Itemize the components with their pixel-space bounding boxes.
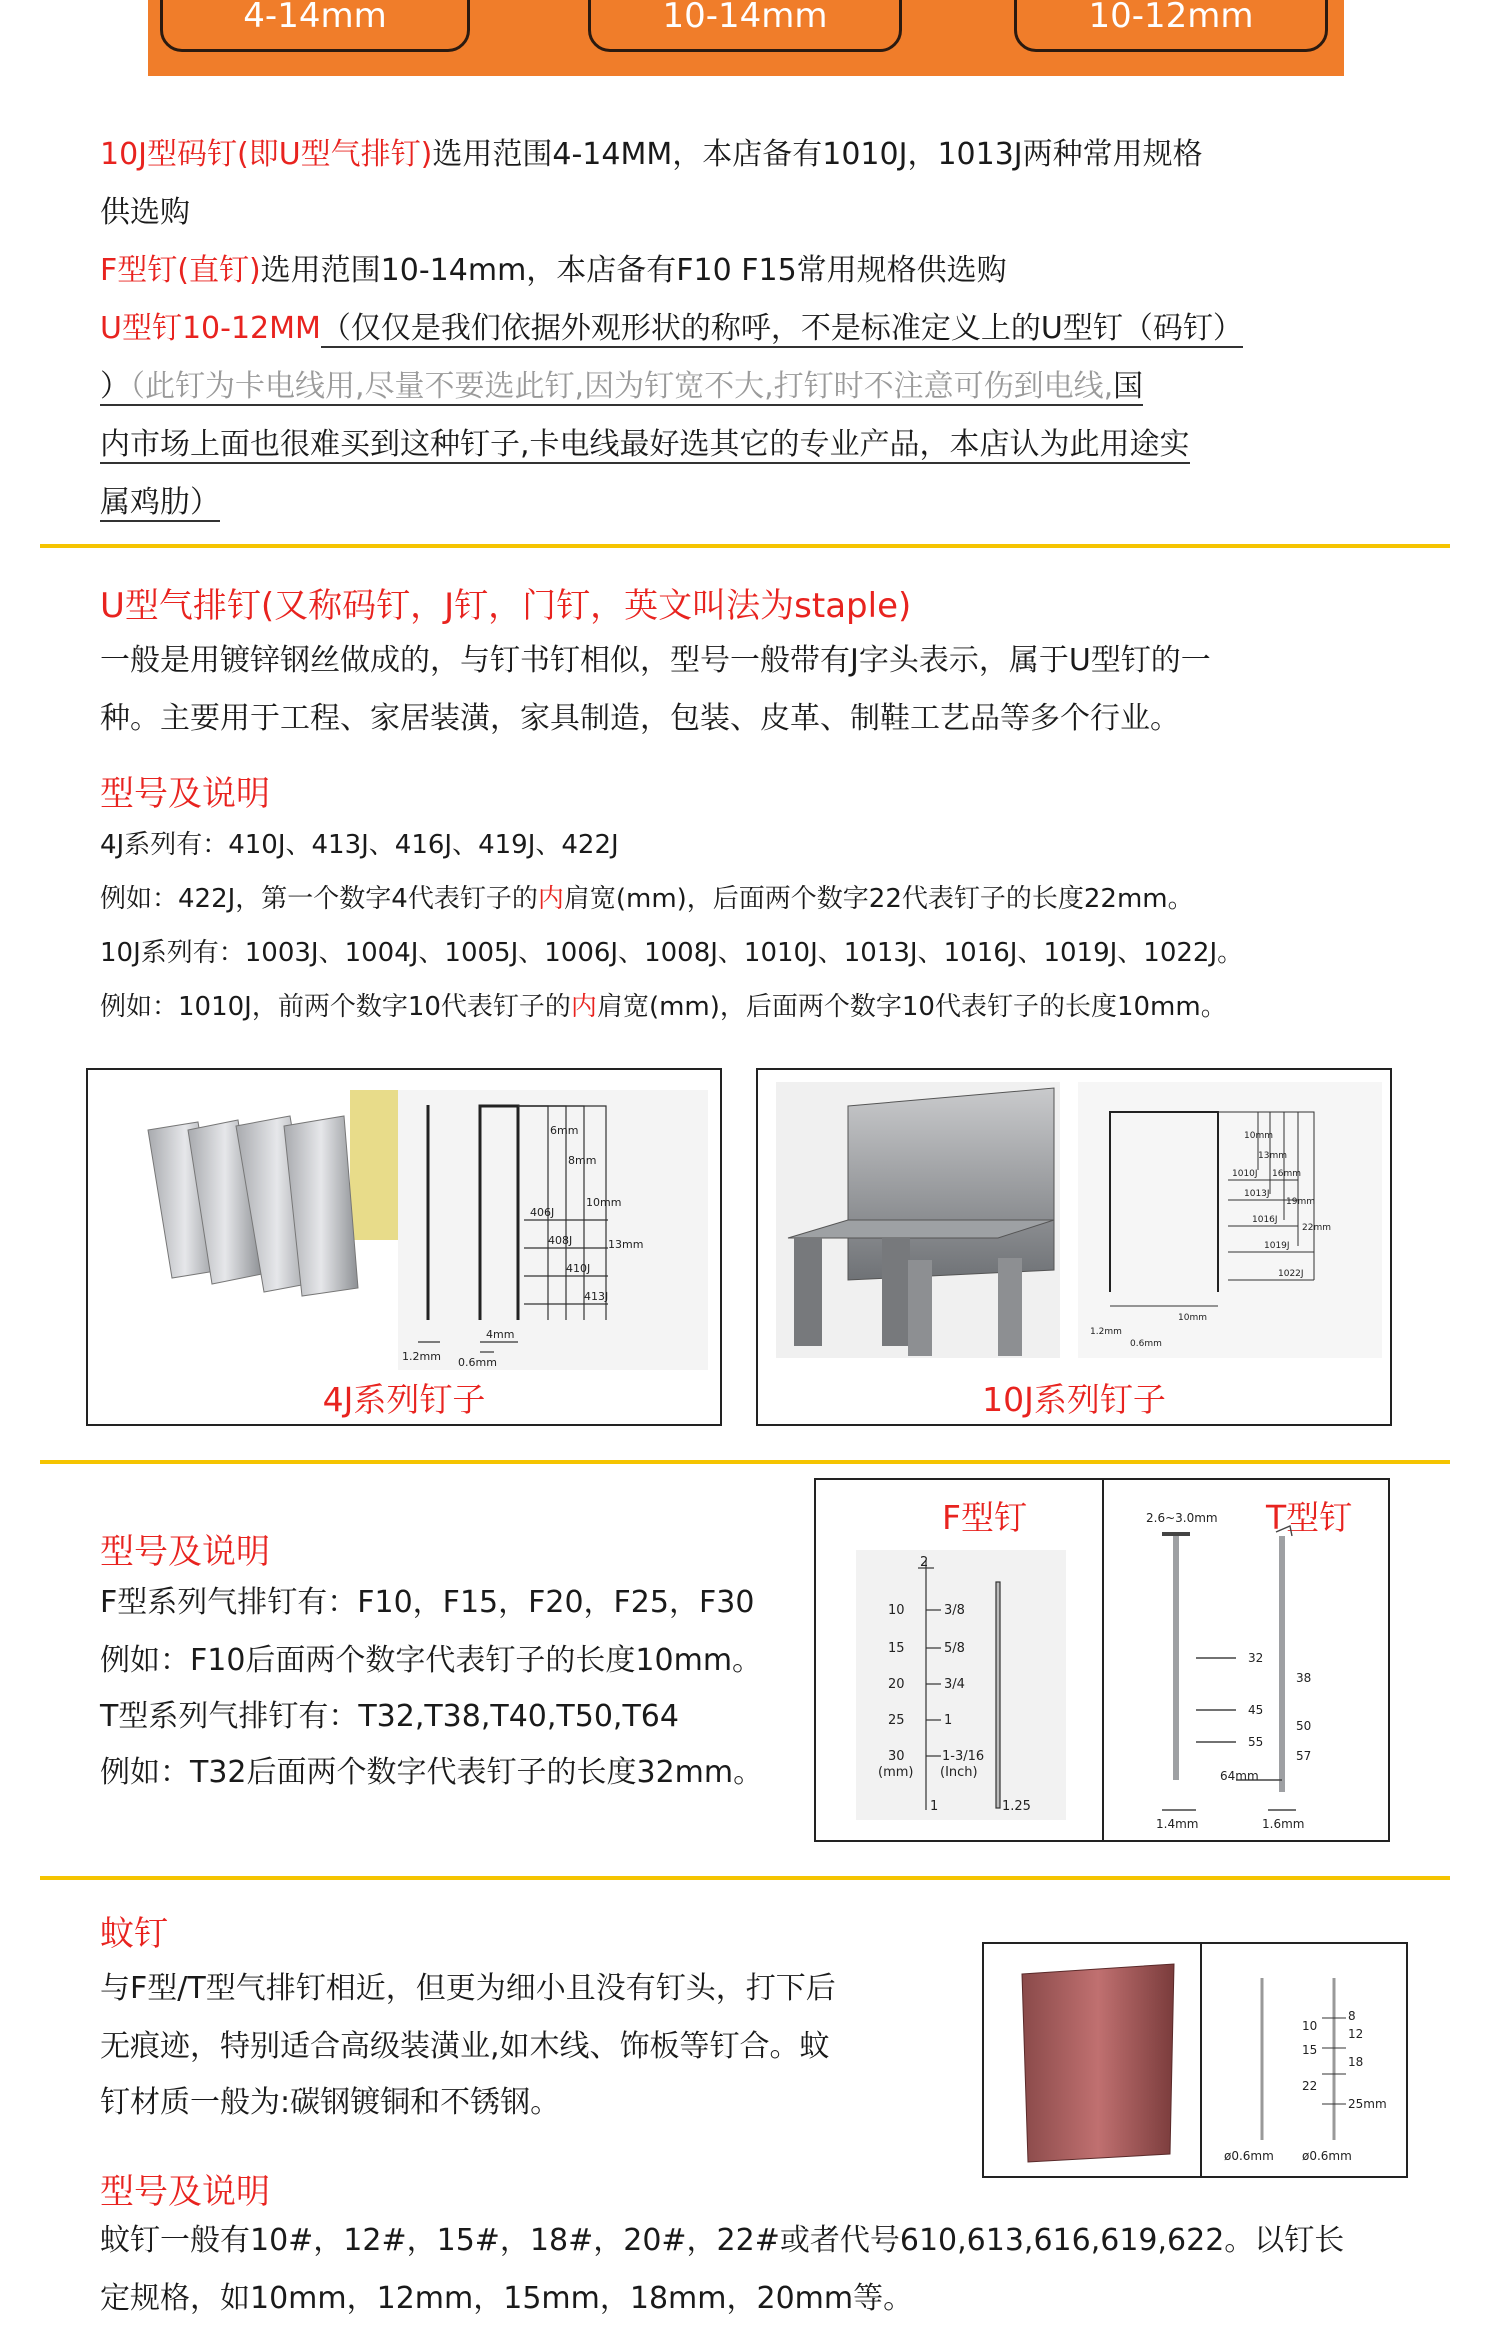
fig1-label-408j: 408J bbox=[548, 1234, 573, 1247]
f-t-nails-drawing bbox=[816, 1480, 1388, 1840]
ft-t-series: T型系列气排钉有：T32,T38,T40,T50,T64 bbox=[100, 1699, 679, 1734]
u-10j-series: 10J系列有：1003J、1004J、1005J、1006J、1008J、1010J、1013J、1016J、1019J、1022J。 bbox=[100, 938, 1244, 968]
intro-l7: 属鸡肋） bbox=[100, 485, 220, 520]
intro-line-5 bbox=[100, 358, 1143, 416]
t-label-55: 55 bbox=[1248, 1735, 1264, 1749]
mosquito-spec-2: 定规格，如10mm，12mm，15mm，18mm，20mm等。 bbox=[100, 2281, 914, 2316]
fig2-label-1019j: 1019J bbox=[1264, 1241, 1290, 1251]
t-label-1-6mm: 1.6mm bbox=[1262, 1817, 1305, 1831]
f-label-inch: (Inch) bbox=[940, 1765, 978, 1780]
intro-l6: 内市场上面也很难买到这种钉子,卡电线最好选其它的专业产品，本店认为此用途实 bbox=[100, 427, 1190, 462]
ft-f-series: F型系列气排钉有：F10，F15，F20，F25，F30 bbox=[100, 1585, 755, 1620]
mos-label-22: 22 bbox=[1302, 2079, 1318, 2093]
intro-line-1 bbox=[100, 126, 1203, 184]
ft-f-example: 例如：F10后面两个数字代表钉子的长度10mm。 bbox=[100, 1643, 763, 1678]
size-pill-10-12: 10-12mm bbox=[1014, 0, 1328, 52]
f-label-25: 25 bbox=[888, 1713, 905, 1728]
fig2-label-1-2mm: 1.2mm bbox=[1090, 1327, 1122, 1337]
intro-line-7 bbox=[100, 474, 220, 532]
u-r2-red: 内 bbox=[537, 884, 564, 914]
f-nail-title: F型钉 bbox=[942, 1498, 1027, 1537]
fig2-label-16mm: 16mm bbox=[1272, 1169, 1301, 1179]
fig1-label-413j: 413J bbox=[584, 1290, 609, 1303]
figure-4j bbox=[86, 1068, 722, 1426]
intro-10j-label: 10J型码钉(即U型气排钉) bbox=[100, 137, 433, 172]
intro-l5-b: 国 bbox=[1113, 369, 1144, 404]
u-r2-b: 肩宽(mm)，后面两个数字22代表钉子的长度22mm。 bbox=[563, 884, 1194, 914]
figure-10j-caption: 10J系列钉子 bbox=[982, 1380, 1166, 1419]
figure-4j-drawing bbox=[88, 1070, 720, 1370]
u-r4-a: 例如：1010J，前两个数字10代表钉子的 bbox=[100, 992, 571, 1022]
intro-line-2: 供选购 bbox=[100, 195, 190, 230]
intro-line-6 bbox=[100, 416, 1190, 474]
size-pill-4-14: 4-14mm bbox=[160, 0, 470, 52]
figure-10j-drawing bbox=[758, 1070, 1390, 1370]
f-label-1-3-16: 1-3/16 bbox=[942, 1749, 985, 1764]
t-label-38: 38 bbox=[1296, 1671, 1312, 1685]
t-label-64mm: 64mm bbox=[1220, 1769, 1259, 1783]
staple-strip-photo bbox=[148, 1116, 358, 1296]
intro-l5-gray: （此钉为卡电线用,尽量不要选此钉,因为钉宽不大,打钉时不注意可伤到电线, bbox=[130, 369, 1114, 404]
fig1-label-6mm: 6mm bbox=[550, 1124, 579, 1137]
intro-line-4 bbox=[100, 300, 1243, 358]
f-label-3-8: 3/8 bbox=[944, 1603, 965, 1618]
size-pill-10-14: 10-14mm bbox=[588, 0, 902, 52]
fig1-label-406j: 406J bbox=[530, 1206, 555, 1219]
intro-10j-text: 选用范围4-14MM，本店备有1010J，1013J两种常用规格 bbox=[432, 137, 1203, 172]
intro-u-label: U型钉10-12MM bbox=[100, 311, 321, 346]
f-label-20: 20 bbox=[888, 1677, 905, 1692]
figure-mosquito-nail bbox=[982, 1942, 1408, 2178]
mosquito-nail-strip-photo bbox=[1022, 1964, 1174, 2162]
fig1-label-4mm: 4mm bbox=[486, 1328, 515, 1341]
fig2-label-13mm: 13mm bbox=[1258, 1151, 1287, 1161]
u-10j-example bbox=[100, 980, 1227, 1034]
fig1-label-1-2mm: 1.2mm bbox=[402, 1350, 441, 1363]
t-nail-title: T型钉 bbox=[1266, 1498, 1353, 1537]
fig2-label-1010j: 1010J bbox=[1232, 1169, 1258, 1179]
u-4j-series: 4J系列有：410J、413J、416J、419J、422J bbox=[100, 830, 619, 860]
t-label-50: 50 bbox=[1296, 1719, 1312, 1733]
mosquito-spec-1: 蚊钉一般有10#，12#，15#，18#，20#，22#或者代号610,613,616,619,622。以钉长 bbox=[100, 2223, 1345, 2258]
f-label-1-bottom: 1 bbox=[930, 1799, 939, 1814]
u-sub-heading: 型号及说明 bbox=[100, 774, 270, 814]
mosquito-nail-drawing bbox=[984, 1944, 1406, 2176]
u-section-title: U型气排钉(又称码钉，J钉，门钉，英文叫法为staple) bbox=[100, 586, 912, 626]
mosquito-desc-3: 钉材质一般为:碳钢镀铜和不锈钢。 bbox=[100, 2085, 561, 2120]
mos-label-dia-1: ø0.6mm bbox=[1224, 2149, 1274, 2163]
mosquito-desc-1: 与F型/T型气排钉相近，但更为细小且没有钉头，打下后 bbox=[100, 1971, 836, 2006]
ft-sub-heading: 型号及说明 bbox=[100, 1532, 270, 1572]
mosquito-sub-heading: 型号及说明 bbox=[100, 2172, 270, 2212]
f-label-mm: (mm) bbox=[878, 1765, 914, 1780]
figure-4j-caption: 4J系列钉子 bbox=[322, 1380, 486, 1419]
mos-label-10: 10 bbox=[1302, 2019, 1318, 2033]
f-label-30: 30 bbox=[888, 1749, 905, 1764]
fig1-label-410j: 410J bbox=[566, 1262, 591, 1275]
mos-label-15: 15 bbox=[1302, 2043, 1318, 2057]
fig2-label-10mm: 10mm bbox=[1244, 1131, 1273, 1141]
u-r4-red: 内 bbox=[570, 992, 597, 1022]
mos-label-8: 8 bbox=[1348, 2009, 1356, 2023]
intro-line-3 bbox=[100, 242, 1007, 300]
f-label-1-25: 1.25 bbox=[1002, 1799, 1031, 1814]
u-4j-example bbox=[100, 872, 1194, 926]
intro-f-label: F型钉(直钉) bbox=[100, 253, 261, 288]
figure-f-t-nails bbox=[814, 1478, 1390, 1842]
f-label-5-8: 5/8 bbox=[944, 1641, 965, 1656]
fig2-label-1022j: 1022J bbox=[1278, 1269, 1304, 1279]
section-divider bbox=[40, 1460, 1450, 1464]
f-label-3-4: 3/4 bbox=[944, 1677, 965, 1692]
f-label-15: 15 bbox=[888, 1641, 905, 1656]
fig1-label-13mm: 13mm bbox=[608, 1238, 644, 1251]
fig1-label-8mm: 8mm bbox=[568, 1154, 597, 1167]
fig2-label-19mm: 19mm bbox=[1286, 1197, 1315, 1207]
section-divider bbox=[40, 1876, 1450, 1880]
fig2-label-10mm-width: 10mm bbox=[1178, 1313, 1207, 1323]
fig2-label-0-6mm: 0.6mm bbox=[1130, 1339, 1162, 1349]
top-banner bbox=[148, 0, 1344, 76]
t-label-57: 57 bbox=[1296, 1749, 1312, 1763]
fig1-label-10mm: 10mm bbox=[586, 1196, 622, 1209]
intro-f-text: 选用范围10-14mm，本店备有F10 F15常用规格供选购 bbox=[260, 253, 1007, 288]
mos-label-dia-2: ø0.6mm bbox=[1302, 2149, 1352, 2163]
u-r4-b: 肩宽(mm)，后面两个数字10代表钉子的长度10mm。 bbox=[596, 992, 1227, 1022]
u-desc-2: 种。主要用于工程、家居装潢，家具制造，包装、皮革、制鞋工艺品等多个行业。 bbox=[100, 701, 1180, 736]
figure-10j bbox=[756, 1068, 1392, 1426]
ft-t-example: 例如：T32后面两个数字代表钉子的长度32mm。 bbox=[100, 1755, 764, 1790]
mos-label-25mm: 25mm bbox=[1348, 2097, 1387, 2111]
fig2-label-1016j: 1016J bbox=[1252, 1215, 1278, 1225]
fig2-label-22mm: 22mm bbox=[1302, 1223, 1331, 1233]
u-desc-1: 一般是用镀锌钢丝做成的，与钉书钉相似，型号一般带有J字头表示，属于U型钉的一 bbox=[100, 643, 1211, 678]
u-r2-a: 例如：422J，第一个数字4代表钉子的 bbox=[100, 884, 538, 914]
f-label-10: 10 bbox=[888, 1603, 905, 1618]
fig2-label-1013j: 1013J bbox=[1244, 1189, 1270, 1199]
f-label-1: 1 bbox=[944, 1713, 953, 1728]
section-divider bbox=[40, 544, 1450, 548]
t-label-45: 45 bbox=[1248, 1703, 1264, 1717]
mosquito-desc-2: 无痕迹，特别适合高级装潢业,如木线、饰板等钉合。蚊 bbox=[100, 2029, 830, 2064]
intro-u-text: （仅仅是我们依据外观形状的称呼，不是标准定义上的U型钉（码钉） bbox=[320, 311, 1243, 346]
fig1-label-0-6mm: 0.6mm bbox=[458, 1356, 497, 1369]
mosquito-title: 蚊钉 bbox=[100, 1914, 168, 1954]
mos-label-18: 18 bbox=[1348, 2055, 1364, 2069]
staple-block-photo bbox=[776, 1082, 1060, 1358]
t-label-head-width: 2.6~3.0mm bbox=[1146, 1511, 1218, 1525]
t-label-32: 32 bbox=[1248, 1651, 1264, 1665]
f-label-2: 2 bbox=[920, 1555, 929, 1570]
t-label-1-4mm: 1.4mm bbox=[1156, 1817, 1199, 1831]
mos-label-12: 12 bbox=[1348, 2027, 1364, 2041]
intro-l5-a: ） bbox=[100, 369, 130, 404]
